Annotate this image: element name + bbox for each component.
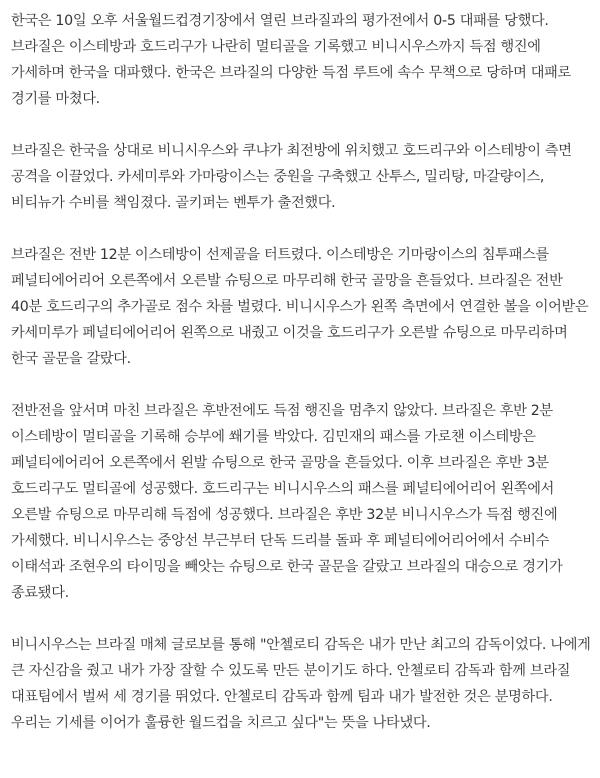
article-body xyxy=(11,8,595,736)
article-paragraph-2: 브라질은 한국을 상대로 비니시우스와 쿠냐가 최전방에 위치했고 호드리구와 이스테방이 측면 공격을 이끌었다. 카세미루와 가마랑이스는 중원을 구축했고 산투스, 밀리탕, 마갈량이스, 비티뉴가 수비를 책임졌다. 골키퍼는 벤투가 출전했다. xyxy=(11,143,572,211)
article-paragraph-3: 브라질은 전반 12분 이스테방이 선제골을 터트렸다. 이스테방은 기마랑이스의 침투패스를 페널티에어리어 오른쪽에서 오른발 슈팅으로 마무리해 한국 골망을 흔들었다. 브라질은 전반 40분 호드리구의 추가골로 점수 차를 벌렸다. 비니시우스가 왼쪽 측면에서 연결한 볼을 이어받은 카세미루가 페널티에어리어 왼쪽으로 내줬고 이것을 호드리구가 오른발 슈팅으로 마무리하며 한국 골문을 갈랐다. xyxy=(11,247,589,367)
article-paragraph-5: 비니시우스는 브라질 매체 글로보를 통해 "안첼로티 감독은 내가 만난 최고의 감독이었다. 나에게 큰 자신감을 줬고 내가 가장 잘할 수 있도록 만든 분이기도 하다. 안첼로티 감독과 함께 브라질 대표팀에서 벌써 세 경기를 뛰었다. 안첼로티 감독과 함께 팀과 내가 발전한 것은 분명하다. 우리는 기세를 이어가 훌륭한 월드컵을 치르고 싶다"는 뜻을 나타냈다. xyxy=(11,637,591,731)
article-paragraph-1: 한국은 10일 오후 서울월드컵경기장에서 열린 브라질과의 평가전에서 0-5 대패를 당했다. 브라질은 이스테방과 호드리구가 나란히 멀티골을 기록했고 비니시우스까지 득점 행진에 가세하며 한국을 대파했다. 한국은 브라질의 다양한 득점 루트에 속수 무책으로 당하며 대패로 경기를 마쳤다. xyxy=(11,13,571,107)
article-paragraph-4: 전반전을 앞서며 마친 브라질은 후반전에도 득점 행진을 멈추지 않았다. 브라질은 후반 2분 이스테방이 멀티골을 기록해 승부에 쐐기를 박았다. 김민재의 패스를 가로챈 이스테방은 페널티에어리어 오른쪽에서 왼발 슈팅으로 한국 골망을 흔들었다. 이후 브라질은 후반 3분 호드리구도 멀티골에 성공했다. 호드리구는 비니시우스의 패스를 페널티에어리어 왼쪽에서 오른발 슈팅으로 마무리해 득점에 성공했다. 브라질은 후반 32분 비니시우스가 득점 행진에 가세했다. 비니시우스는 중앙선 부근부터 단독 드리블 돌파 후 페널티에어리어에서 수비수 이태석과 조현우의 타이밍을 빼앗는 슈팅으로 한국 골문을 갈랐고 브라질의 대승으로 경기가 종료됐다. xyxy=(11,403,563,601)
